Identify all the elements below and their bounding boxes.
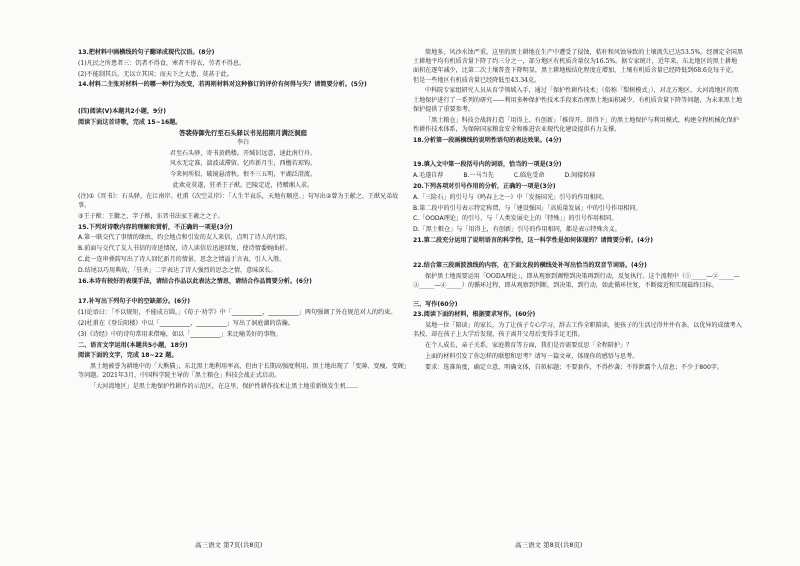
poem-note: ③王子猷：王徽之，字子猷，东晋书法家王羲之之子。	[78, 212, 224, 220]
q19-option-a: A.毛遂自荐	[413, 172, 444, 180]
question-20: 20.下列各项对引号作用的分析，正确的一项是(3分)	[413, 183, 556, 190]
question-15: 15.下列对诗歌内容的理解和赏析，不正确的一项是(3分)	[78, 223, 233, 231]
poem-line: 君至石头驿，寄书黄鹤楼。开缄识远意，速此南行舟。	[169, 149, 317, 157]
question-18: 18.分析第一段画横线的说明性语句的表达效果。(4分)	[413, 136, 562, 144]
q15-option-a: A.第一联交代了事情的缘由，约会地点和引发的友人来信，点明了诗人的行踪。	[78, 234, 292, 242]
q20-option-b: B.第二段中的引号表示特定称谓，与「建设强国」「高质量发展」中的引号作用相同。	[413, 204, 642, 212]
question-14: 14.材料二主张对材料一的哪一种行为改变，若再则材料对这种修订的评价有何得与失？请简要分析。(5分)	[78, 81, 367, 89]
q20-option-d: D.「黑土粮仓」与「用得上，有创新」引号的作用相同，都是表示特殊含义。	[413, 226, 621, 234]
poem-line: 风水无定准，湍波或滞留。忆昨新月生，西檐若琼钩。	[169, 160, 317, 168]
question-23: 23.阅读下面的材料，根据要求写作。(60分)	[413, 311, 536, 319]
passage-paragraph: 中科院专家组研究人员从育学领域入手，通过「保护性耕作技术」（俗称「梨树模式」），对北方地区，大河湾地区的黑土地保护进行了一系列的研究——利用多种保护性技术手段来治理黑土地面积减少、有机质含量下降等问题，为未来黑土地保护提供了重要参考。	[413, 87, 743, 113]
q15-option-d: D.结尾以巧用典故，「狂杀」二字表达了诗人强烈的思念之情，意味深长。	[78, 266, 277, 274]
q19-option-c: C.临危受命	[513, 172, 545, 180]
section-2-instruction: 阅读下面的文字，完成 18~22 题。	[78, 352, 178, 360]
q20-option-c: C.「OODA理论」的引号，与「人类发展史上的「特殊」」的引号作用相同。	[413, 215, 618, 223]
q19-option-d: D.间接转移	[564, 172, 596, 180]
q20-option-a: A.「三险石」的引号与《鸣春上之一》中「发扬国光」引号的作用相同。	[413, 193, 608, 201]
page-footer-left: 高三语文 第7页(共8页)	[195, 541, 263, 549]
question-22: 22.结合第三段画波浪线的内容，在下面文段的横线处补写出恰当的双音节词语。(4分)	[413, 261, 647, 269]
q17-item: (3)《诗经》中的诗句常用来借喻，如以「__________」来比喻美好的事物。	[78, 330, 282, 338]
passage-paragraph: 简地多，风沙水蚀严重。这里的黑土耕地在生产中遭受了侵蚀，秸秆和风蚀导致的土壤流失已达53.5%。经测定全国黑土耕地平均有机质含量下降了约三分之一，部分地区有机质含量仅为16.5%。据专家统计，近年来，东北地区的黑土耕地面积在逐年减少，比第二次土壤普查下降明显，黑土耕地板结化程度在增加，土壤有机质含量已经降低到68.6克每千克，但是一些地区有机质含量已经降低至43.34克。	[413, 49, 743, 84]
page-footer-right: 高三语文 第8页(共8页)	[515, 541, 583, 549]
poem-author: 李白	[236, 139, 250, 147]
question-16: 16.本诗有较好的表现手法，请结合作品以此表达之情思，请结合作品简要分析。(6分)	[78, 277, 312, 285]
section-poetry-header: (四)阅读(V)本题共2小题，9分)	[78, 108, 167, 116]
q22-text: 保护黑土地需要运用「OODA理论」，即从观察到调整到决策再到行动，反复执行。这个流程中（①_____—②_____—③_____—④_____）的循环过程，即从观察到判断，到决策，到行动，如此循环往复，不断接近和实现最终目标。	[413, 272, 740, 289]
question-21: 21.第二段充分运用了说明语言的科学性，这一科学性是如何体现的？请简要分析。(4分)	[413, 236, 653, 244]
q19-option-b: B.一马当先	[463, 172, 494, 180]
right-page-column	[413, 48, 743, 374]
q15-option-b: B.前面与交代了友人书信的寄送情况，诗人读信后迅速回复，使诗情委婉曲折。	[78, 245, 292, 253]
essay-material: 某地一位「陪读」的家长，为了让孩子专心学习，辞去工作全职陪读，使孩子的生活过得井井有条，以优异的成绩考入名校，却在孩子上大学后发现，孩子离开父母后变得手足无措。	[413, 322, 742, 339]
passage-paragraph: 「大河湾地区」是黑土地保护性耕作的示范区，在这里，保护性耕作技术让黑土地重新焕发生机……	[90, 383, 359, 391]
passage-paragraph: 「黑土粮仓」科技会战将打造「用得上、有创新」「推得开、留得下」的黑土地保护与利用模式，构建全程机械化保护性耕作技术体系，为保障国家粮食安全和推进农业现代化建设提供有力支撑。	[413, 116, 739, 133]
section-2-header: 二、语言文字运用(本题共5小题，18分)	[78, 341, 188, 349]
poem-line: 此欢竟莫遂，狂杀王子猷。巴陵定近，持赠湘人求。	[172, 181, 314, 189]
answer-space	[413, 247, 743, 261]
left-page-column	[78, 48, 408, 393]
passage-paragraph: 黑土地被誉为耕地中的「大熊猫」，东北黑土地利用率高，但由于长期高强度利用，黑土地出现了「变薄、变瘦、变硬」等问题。2021年3月，中国科学院主导的「黑土粮仓」科技会战正式启动。	[78, 363, 407, 380]
q17-item: (1)论语曰：「不以规矩，不能成方圆。」《荀子·劝学》中「__________，__________」两句强调了外在规范对人的约束。	[78, 309, 397, 317]
q17-item: (2)杜甫在《登岳阳楼》中以「__________，__________」写出了洞庭湖的浩瀚。	[78, 319, 294, 327]
section-3-header: 三、写作(60分)	[413, 300, 458, 308]
poem-line: 今来何所似，破镜悬清秋。恨不三五明，平湖泛澄流。	[169, 171, 317, 179]
essay-material: 在个人成长，亲子关系，家庭教育等方面，我们是否需要反思「全程陪护」？	[425, 342, 633, 350]
poem-note: (注)①《晋书》：石头驿，在江南岸。杜甫《次空灵岸》：「人生半哀乐，天地有顺逆。」句写出②曾为王献之、王猷兄弟故事。	[78, 192, 399, 209]
answer-space	[413, 146, 743, 160]
poem-title: 答裴侍御先行至石头驿以书见招期月满泛洞庭	[179, 129, 307, 138]
question-19: 19.填入文中第一段括号内的词语，恰当的一项是(3分)	[413, 161, 562, 169]
essay-requirements: 要求：选准角度，确定立意，明确文体，自拟标题；不要套作，不得抄袭；不得泄露个人信息；不少于800字。	[425, 363, 724, 371]
q19-options	[413, 171, 743, 180]
question-13: 13.把材料中画横线的句子翻译成现代汉语。(8分)	[78, 49, 215, 56]
essay-prompt: 上面的材料引发了你怎样的联想和思考？请写一篇文章，体现你的感悟与思考。	[425, 352, 639, 360]
answer-space	[413, 292, 743, 300]
q13-sentence-2: (2)不能制其兵，无以立其国；而天下之大患，莫甚于此。	[78, 70, 233, 78]
question-17: 17.补写出下列句子中的空缺部分。(6分)	[78, 298, 191, 306]
q13-sentence-1: (1)凡民之所患者三：饥者不得食，寒者不得衣，劳者不得息。	[78, 59, 246, 67]
q15-option-c: C.此一连串叠韵写出了诗人回忆新月的情景，思念之情溢于言表，引人入胜。	[78, 255, 286, 263]
answer-space	[78, 91, 408, 107]
answer-space	[78, 287, 408, 297]
poetry-instruction: 阅读下面这首诗歌，完成 15~16题。	[78, 118, 182, 126]
